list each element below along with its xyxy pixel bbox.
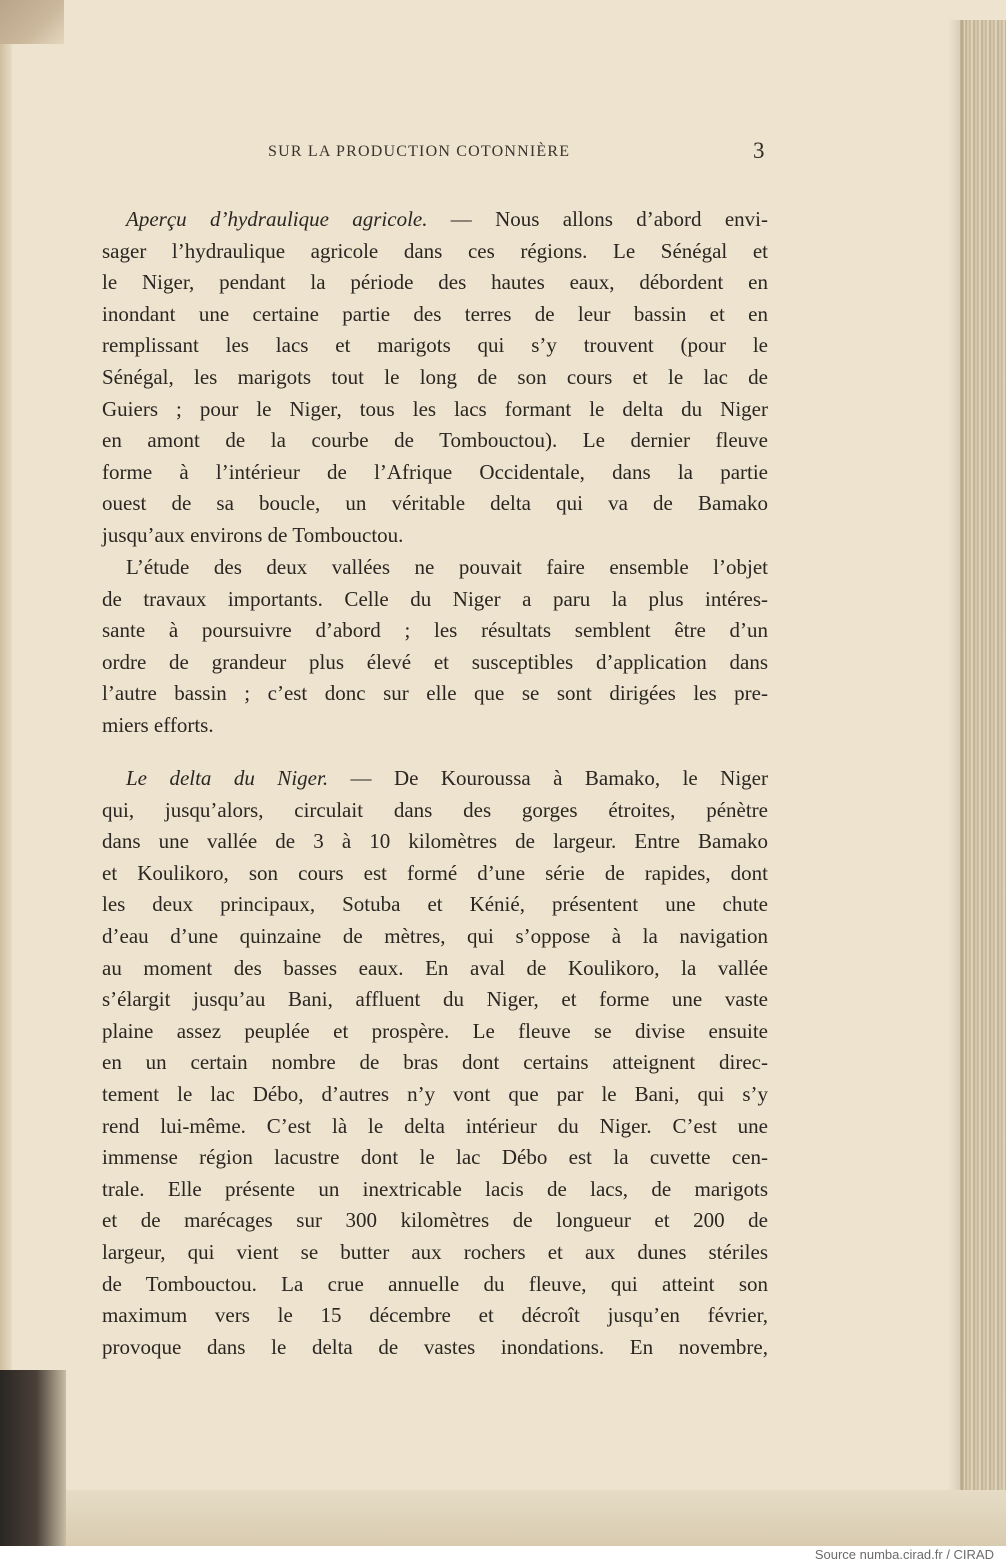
text-line: dans une vallée de 3 à 10 kilomètres de largeur. Entre Bamako <box>102 829 768 854</box>
text-line: immense région lacustre dont le lac Débo est la cuvette cen- <box>102 1145 768 1170</box>
text-line: L’étude des deux vallées ne pouvait faire ensemble l’objet <box>126 555 768 579</box>
page-edge-top-left <box>0 0 64 44</box>
text-line: sante à poursuivre d’abord ; les résultats semblent être d’un <box>102 618 768 643</box>
text-line: forme à l’intérieur de l’Afrique Occidentale, dans la partie <box>102 459 768 484</box>
text-line: provoque dans le delta de vastes inondations. En novembre, <box>102 1334 768 1359</box>
paragraph-delta <box>102 763 768 1363</box>
text-line: de travaux importants. Celle du Niger a paru la plus intéres- <box>102 586 768 611</box>
text-line: plaine assez peuplée et prospère. Le fleuve se divise ensuite <box>102 1018 768 1043</box>
text-line: le Niger, pendant la période des hautes eaux, débordent en <box>102 270 768 295</box>
page-gutter-shadow <box>948 20 964 1490</box>
book-fore-edge <box>960 20 1006 1490</box>
text-line: maximum vers le 15 décembre et décroît jusqu’en février, <box>102 1303 768 1328</box>
text-line: l’autre bassin ; c’est donc sur elle que se sont dirigées les pre- <box>102 681 768 706</box>
running-head: SUR LA PRODUCTION COTONNIÈRE <box>268 143 571 160</box>
text-line: Sénégal, les marigots tout le long de son cours et le lac de <box>102 364 768 389</box>
text-line: ordre de grandeur plus élevé et susceptibles d’application dans <box>102 649 768 674</box>
page-edge-bottom-left <box>0 1370 66 1546</box>
section-heading: Le delta du Niger. <box>126 766 329 790</box>
text-line: en amont de la courbe de Tombouctou). Le dernier fleuve <box>102 428 768 453</box>
page-edge-bottom <box>66 1490 1006 1546</box>
text-line: rend lui-même. C’est là le delta intérieur du Niger. C’est une <box>102 1113 768 1138</box>
text-line: miers efforts. <box>102 712 214 737</box>
text-line: et Koulikoro, son cours est formé d’une série de rapides, dont <box>102 860 768 885</box>
text-line: ouest de sa boucle, un véritable delta qui va de Bamako <box>102 491 768 516</box>
text-line: Guiers ; pour le Niger, tous les lacs formant le delta du Niger <box>102 396 768 421</box>
source-credit: Source numba.cirad.fr / CIRAD <box>814 1547 994 1562</box>
section-heading: Aperçu d’hydraulique agricole. <box>126 207 428 231</box>
paragraph-etude <box>102 552 768 742</box>
text-line: inondant une certaine partie des terres de leur bassin et en <box>102 301 768 326</box>
text-line: et de marécages sur 300 kilomètres de longueur et 200 de <box>102 1208 768 1233</box>
text-line: sager l’hydraulique agricole dans ces régions. Le Sénégal et <box>102 238 768 263</box>
paragraph-hydraulique <box>102 204 768 552</box>
text-line: Aperçu d’hydraulique agricole. — Nous allons d’abord envi- <box>126 207 768 231</box>
text-line: trale. Elle présente un inextricable lacis de lacs, de marigots <box>102 1176 768 1201</box>
text-line: remplissant les lacs et marigots qui s’y trouvent (pour le <box>102 333 768 358</box>
page-number: 3 <box>753 138 765 163</box>
text-line: d’eau d’une quinzaine de mètres, qui s’oppose à la navigation <box>102 923 768 948</box>
text-line: tement le lac Débo, d’autres n’y vont que par le Bani, qui s’y <box>102 1081 768 1106</box>
text-line: jusqu’aux environs de Tombouctou. <box>102 522 404 547</box>
text-line: les deux principaux, Sotuba et Kénié, présentent une chute <box>102 892 768 917</box>
text-line: au moment des basses eaux. En aval de Koulikoro, la vallée <box>102 955 768 980</box>
text-line: Le delta du Niger. — De Kouroussa à Bamako, le Niger <box>126 766 768 790</box>
text-line: s’élargit jusqu’au Bani, affluent du Niger, et forme une vaste <box>102 987 768 1012</box>
page-edge-left <box>0 44 12 1370</box>
text-line: qui, jusqu’alors, circulait dans des gorges étroites, pénètre <box>102 797 768 822</box>
text-line: largeur, qui vient se butter aux rochers et aux dunes stériles <box>102 1239 768 1264</box>
text-line: de Tombouctou. La crue annuelle du fleuve, qui atteint son <box>102 1271 768 1296</box>
text-line: en un certain nombre de bras dont certains atteignent direc- <box>102 1050 768 1075</box>
